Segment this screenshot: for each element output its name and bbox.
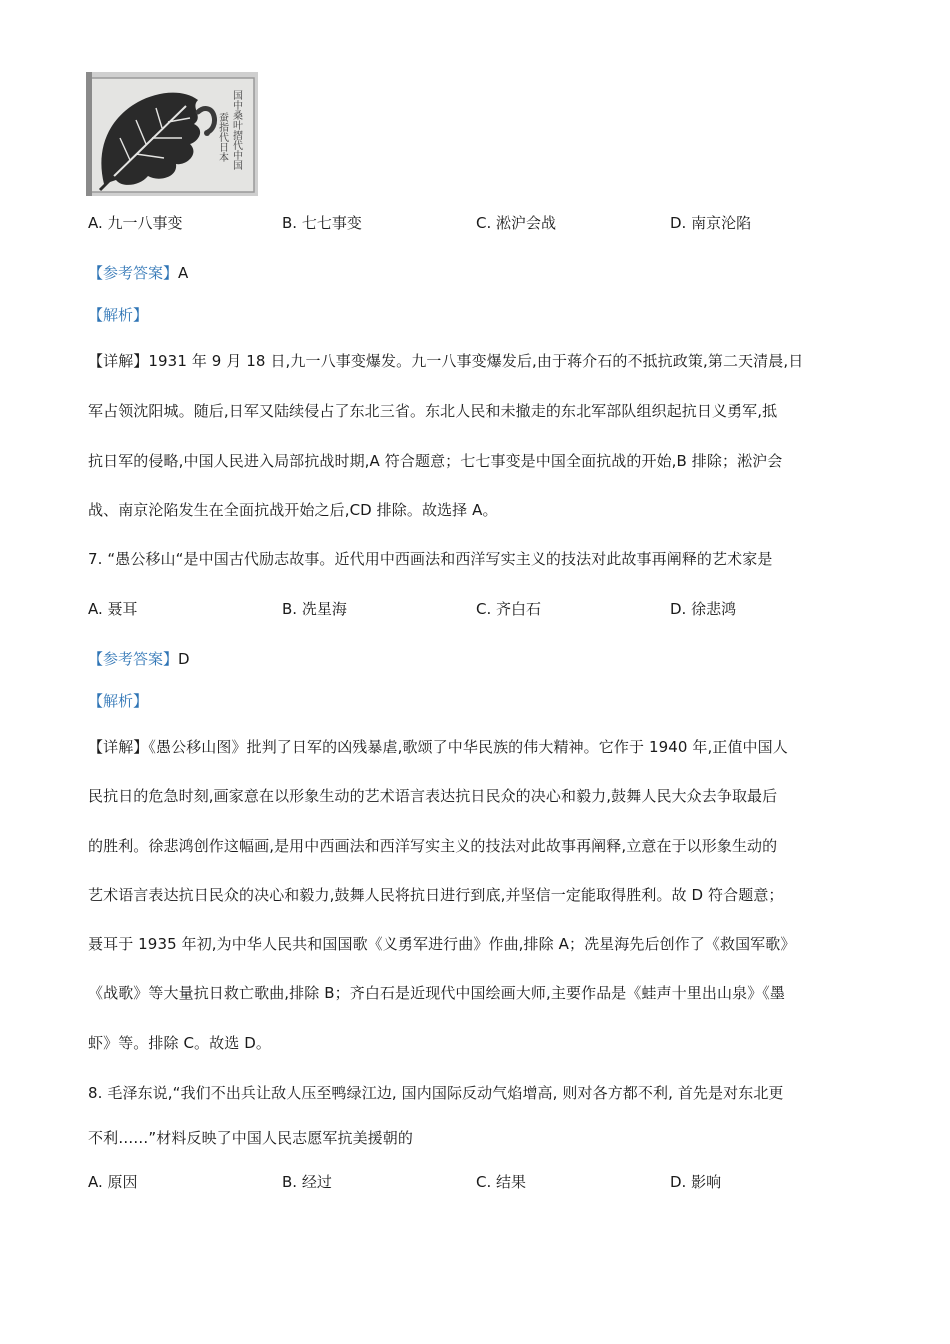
- q7-answer: [88, 647, 190, 671]
- q6-detail-line: 抗日军的侵略,中国人民进入局部抗战时期,A 符合题意；七七事变是中国全面抗战的开始,B 排除；淞沪会: [88, 452, 783, 470]
- q7-detail-line: 艺术语言表达抗日民众的决心和毅力,鼓舞人民将抗日进行到底,并坚信一定能取得胜利。故 D 符合题意；: [88, 886, 784, 904]
- q6-detail-line: 【详解】1931 年 9 月 18 日,九一八事变爆发。九一八事变爆发后,由于蒋介石的不抵抗政策,第二天清晨,日: [88, 352, 804, 370]
- q6-detail-line: 战、南京沦陷发生在全面抗战开始之后,CD 排除。故选择 A。: [88, 501, 498, 519]
- caption-column-1: 国中桑叶摺代中国: [230, 90, 242, 170]
- q7-analysis-label: 【解析】: [88, 692, 149, 710]
- q6-answer-label: 【参考答案】: [88, 264, 179, 282]
- q7-option-d[interactable]: D. 徐悲鸿: [670, 600, 737, 618]
- q6-answer: [88, 261, 188, 285]
- q6-option-b[interactable]: B. 七七事变: [282, 214, 362, 232]
- q8-option-a[interactable]: A. 原因: [88, 1173, 138, 1191]
- q7-answer-label: 【参考答案】: [88, 650, 179, 668]
- q8-stem-line: 不利……”材料反映了中国人民志愿军抗美援朝的: [88, 1129, 413, 1147]
- q7-option-b[interactable]: B. 冼星海: [282, 600, 347, 618]
- q8-options: [88, 1170, 868, 1194]
- q8-stem-line: 8. 毛泽东说,“我们不出兵让敌人压至鸭绿江边, 国内国际反动气焰增高, 则对各方都不利, 首先是对东北更: [88, 1084, 784, 1102]
- q7-detail-line: 《战歌》等大量抗日救亡歌曲,排除 B；齐白石是近现代中国绘画大师,主要作品是《蛙声十里出山泉》《墨: [88, 984, 785, 1002]
- q6-option-d[interactable]: D. 南京沦陷: [670, 214, 752, 232]
- q6-answer-value: A: [178, 264, 189, 282]
- q7-detail-line: 【详解】《愚公移山图》批判了日军的凶残暴虐,歌颂了中华民族的伟大精神。它作于 1940 年,正值中国人: [88, 738, 788, 756]
- q6-option-c[interactable]: C. 淞沪会战: [476, 214, 557, 232]
- q7-option-a[interactable]: A. 聂耳: [88, 600, 138, 618]
- q8-option-c[interactable]: C. 结果: [476, 1173, 527, 1191]
- q6-option-a[interactable]: A. 九一八事变: [88, 214, 183, 232]
- q8-option-d[interactable]: D. 影响: [670, 1173, 722, 1191]
- caption-column-2: 蚕指代日本: [216, 112, 228, 162]
- leaf-cartoon-image: [86, 72, 258, 196]
- q8-option-b[interactable]: B. 经过: [282, 1173, 332, 1191]
- q7-option-c[interactable]: C. 齐白石: [476, 600, 542, 618]
- q7-answer-value: D: [178, 650, 190, 668]
- q7-detail-line: 的胜利。徐悲鸿创作这幅画,是用中西画法和西洋写实主义的技法对此故事再阐释,立意在于以形象生动的: [88, 837, 778, 855]
- q7-detail-line: 聂耳于 1935 年初,为中华人民共和国国歌《义勇军进行曲》作曲,排除 A；冼星海先后创作了《救国军歌》: [88, 935, 796, 953]
- q6-detail-line: 军占领沈阳城。随后,日军又陆续侵占了东北三省。东北人民和未撤走的东北军部队组织起抗日义勇军,抵: [88, 402, 778, 420]
- q7-detail-line: 虾》等。排除 C。故选 D。: [88, 1034, 271, 1052]
- q7-options: [88, 597, 868, 621]
- q7-stem: 7. “愚公移山“是中国古代励志故事。近代用中西画法和西洋写实主义的技法对此故事再阐释的艺术家是: [88, 550, 773, 568]
- q6-options: [88, 211, 868, 235]
- q7-detail-line: 民抗日的危急时刻,画家意在以形象生动的艺术语言表达抗日民众的决心和毅力,鼓舞人民大众去争取最后: [88, 787, 778, 805]
- q6-analysis-label: 【解析】: [88, 306, 149, 324]
